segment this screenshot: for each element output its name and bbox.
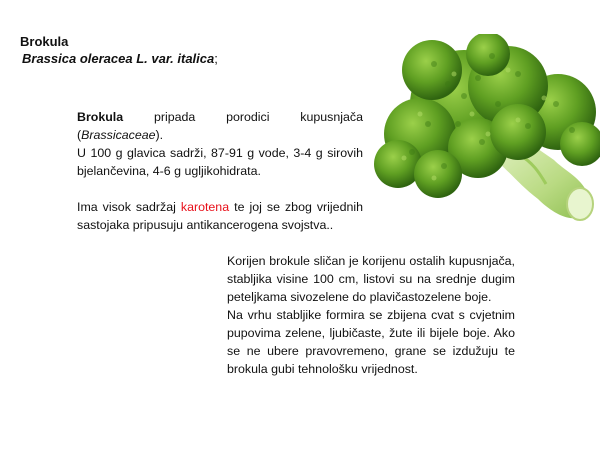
broccoli-icon: [368, 34, 600, 234]
latin-name: [22, 51, 218, 66]
description-paragraph-2: Na vrhu stabljike formira se zbijena cvat s cvjetnim pupovima zelene, ljubičaste, žute ili bijele boje. Ako se ne ubere pravovremeno, grane se izdužuju te brokula gubi tehnološku vrijednost.: [227, 308, 515, 376]
family-text-1: pripada porodici kupusnjača (: [77, 110, 363, 142]
carotene-after: te joj se zbog vrijednih sastojaka pripusuju antikancerogena svojstva..: [77, 200, 364, 232]
carotene-paragraph: [77, 198, 363, 234]
carotene-before: Ima visok sadržaj: [77, 200, 181, 214]
composition-paragraph: U 100 g glavica sadrži, 87-91 g vode, 3-4 g sirovih bjelančevina, 4-6 g ugljikohidrata.: [77, 146, 363, 178]
carotene-word: karotena: [180, 200, 230, 214]
family-paragraph: [77, 108, 363, 144]
description-block: [227, 252, 515, 378]
latin-name-suffix: ;: [214, 51, 218, 66]
intro-name: Brokula: [77, 110, 124, 124]
page-title: Brokula: [20, 34, 69, 49]
family-latin: Brassicaceae: [81, 128, 156, 142]
latin-name-text: Brassica oleracea L. var. italica: [22, 51, 215, 66]
description-paragraph-1: Korijen brokule sličan je korijenu ostalih kupusnjača, stabljika visine 100 cm, listovi su na srednje dugim peteljkama sivozelene do plavičastozelene boje.: [227, 254, 515, 304]
family-text-2: ).: [155, 128, 164, 142]
intro-block: [77, 108, 363, 234]
